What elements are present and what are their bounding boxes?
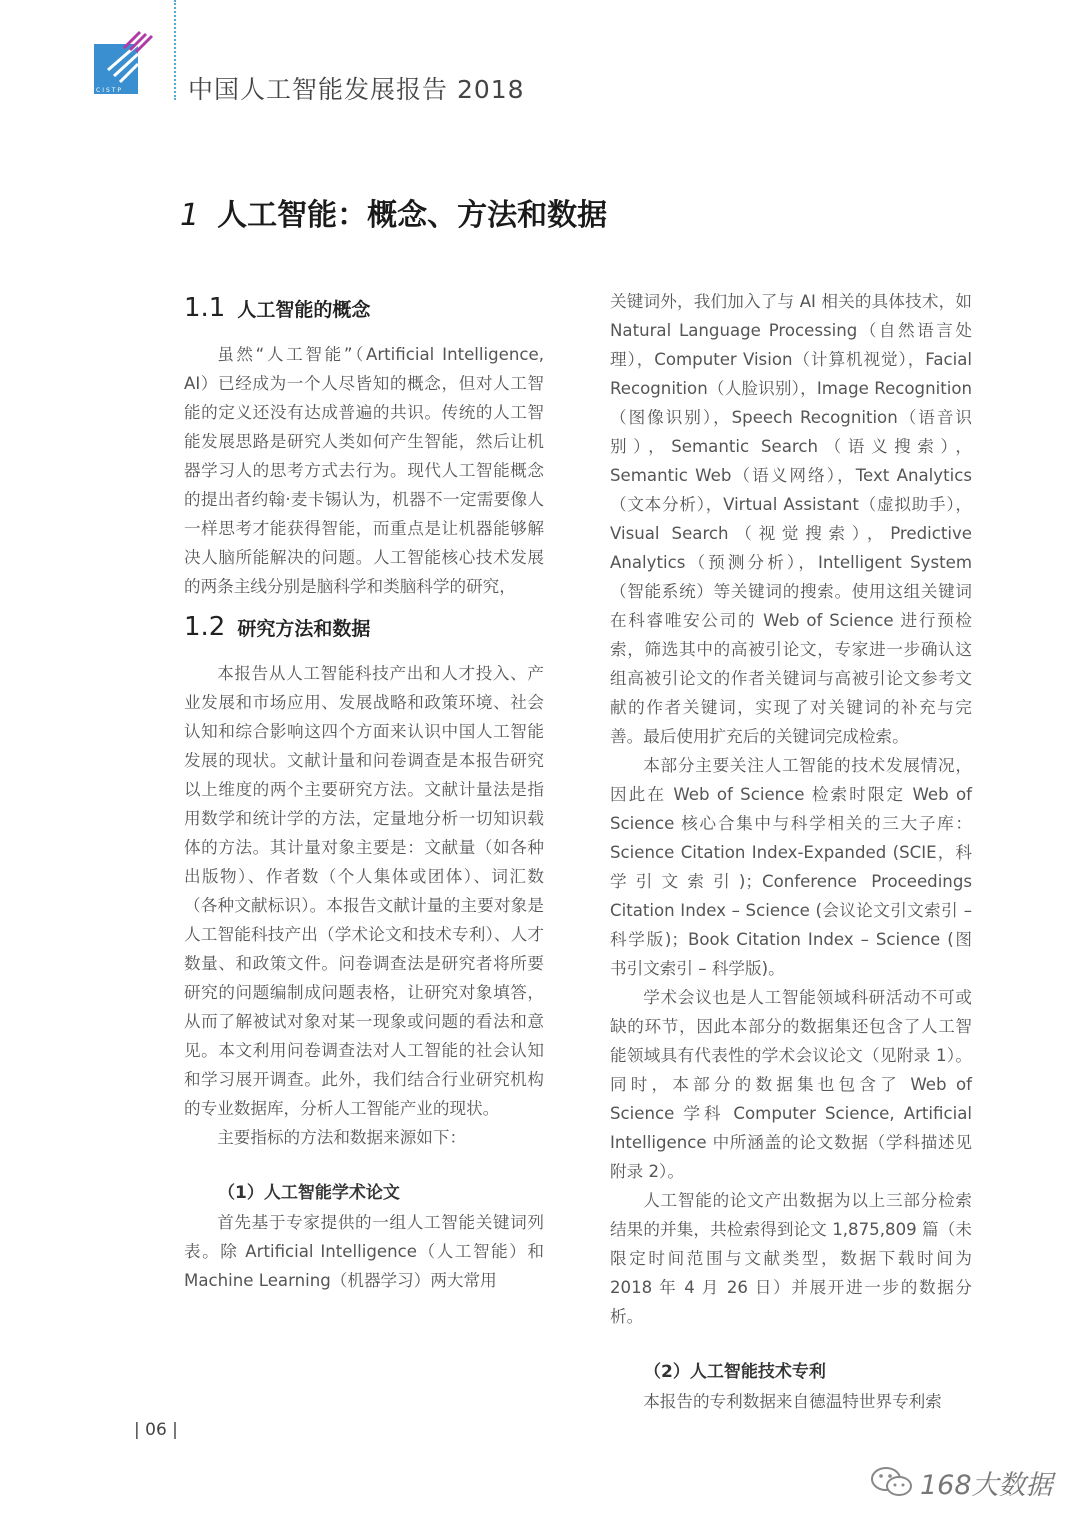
section-number: 1.2: [184, 612, 226, 642]
paragraph-wos-databases: 本部分主要关注人工智能的技术发展情况，因此在 Web of Science 检索时限定 Web of Science 核心合集中与科学相关的三大子库：Science Citation Index-Expanded (SCIE，科学引文索引)；Conference Proceedings Citation Index – Science (会议论文引文索引 – 科学版)；Book Citation Index – Science (图书引文索引 – 科学版)。: [610, 756, 972, 978]
section-heading-1-1: [184, 288, 544, 328]
cistp-logo: [94, 30, 154, 98]
header-divider-line: [174, 0, 176, 100]
chapter-number: 1: [180, 198, 200, 233]
section-number: 1.1: [184, 293, 226, 323]
section-title: 研究方法和数据: [237, 618, 371, 640]
paragraph-keywords: 首先基于专家提供的一组人工智能关键词列表。除 Artificial Intelligence（人工智能）和 Machine Learning（机器学习）两大常用: [184, 1213, 544, 1290]
chapter-heading: [180, 190, 607, 234]
svg-text:CISTP: CISTP: [96, 87, 124, 94]
spacer: [184, 1152, 544, 1179]
paragraph-methods: 本报告从人工智能科技产出和人才投入、产业发展和市场应用、发展战略和政策环境、社会认知和综合影响这四个方面来认识中国人工智能发展的现状。文献计量和问卷调查是本报告研究以上维度的两个主要研究方法。文献计量法是指用数学和统计学的方法，定量地分析一切知识载体的方法。其计量对象主要是：文献量（如各种出版物）、作者数（个人集体或团体）、词汇数（各种文献标识）。本报告文献计量的主要对象是人工智能科技产出（学术论文和技术专利）、人才数量、和政策文件。问卷调查法是研究者将所要研究的问题编制成问题表格，让研究对象填答，从而了解被试对象对某一现象或问题的看法和意见。本文利用问卷调查法对人工智能的社会认知和学习展开调查。此外，我们结合行业研究机构的专业数据库，分析人工智能产业的现状。: [184, 664, 544, 1118]
paragraph-keywords-continued: 关键词外，我们加入了与 AI 相关的具体技术，如 Natural Language Processing（自然语言处理），Computer Vision（计算机视觉），Facial Recognition（人脸识别），Image Recognition（图像识别），Speech Recognition（语音识别），Semantic Search（语义搜索），Semantic Web（语义网络），Text Analytics（文本分析），Virtual Assistant（虚拟助手），Visual Search（视觉搜索），Predictive Analytics（预测分析），Intelligent System（智能系统）等关键词的搜索。使用这组关键词在科睿唯安公司的 Web of Science 进行预检索，筛选其中的高被引论文，专家进一步确认这组高被引论文的作者关键词与高被引论文参考文献的作者关键词，实现了对关键词的补充与完善。最后使用扩充后的关键词完成检索。: [610, 292, 972, 746]
section-title: 人工智能的概念: [237, 299, 371, 321]
left-column: [184, 288, 544, 1295]
report-title: 中国人工智能发展报告 2018: [188, 75, 525, 104]
subsection-heading-patents: （2）人工智能技术专利: [644, 1362, 826, 1382]
right-column: [610, 287, 972, 1416]
paragraph-paper-output: 人工智能的论文产出数据为以上三部分检索结果的并集，共检索得到论文 1,875,809 篇（未限定时间范围与文献类型，数据下载时间为 2018 年 4 月 26 日）并展开进一步的数据分析。: [610, 1191, 972, 1326]
wechat-icon: [870, 1465, 914, 1499]
subsection-heading-papers: （1）人工智能学术论文: [218, 1183, 400, 1203]
watermark: [870, 1462, 1053, 1502]
paragraph-conferences: 学术会议也是人工智能领域科研活动不可或缺的环节，因此本部分的数据集还包含了人工智能领域具有代表性的学术会议论文（见附录 1）。同时，本部分的数据集也包含了 Web of Science 学科 Computer Science, Artificial Intelligence 中所涵盖的论文数据（学科描述见附录 2）。: [610, 988, 972, 1181]
paragraph-ai-concept: 虽然“人工智能”（Artificial Intelligence, AI）已经成为一个人尽皆知的概念，但对人工智能的定义还没有达成普遍的共识。传统的人工智能发展思路是研究人类如何产生智能，然后让机器学习人的思考方式去行为。现代人工智能概念的提出者约翰·麦卡锡认为，机器不一定需要像人一样思考才能获得智能，而重点是让机器能够解决人脑所能解决的问题。人工智能核心技术发展的两条主线分别是脑科学和类脑科学的研究，: [184, 345, 544, 596]
chapter-title: 人工智能：概念、方法和数据: [217, 198, 608, 233]
paragraph-indicators: 主要指标的方法和数据来源如下：: [217, 1128, 467, 1147]
spacer: [610, 1331, 972, 1358]
section-heading-1-2: [184, 607, 544, 647]
page-number: | 06 |: [134, 1420, 178, 1440]
watermark-text: 168大数据: [920, 1469, 1053, 1501]
paragraph-patents: 本报告的专利数据来自德温特世界专利索: [643, 1392, 942, 1411]
